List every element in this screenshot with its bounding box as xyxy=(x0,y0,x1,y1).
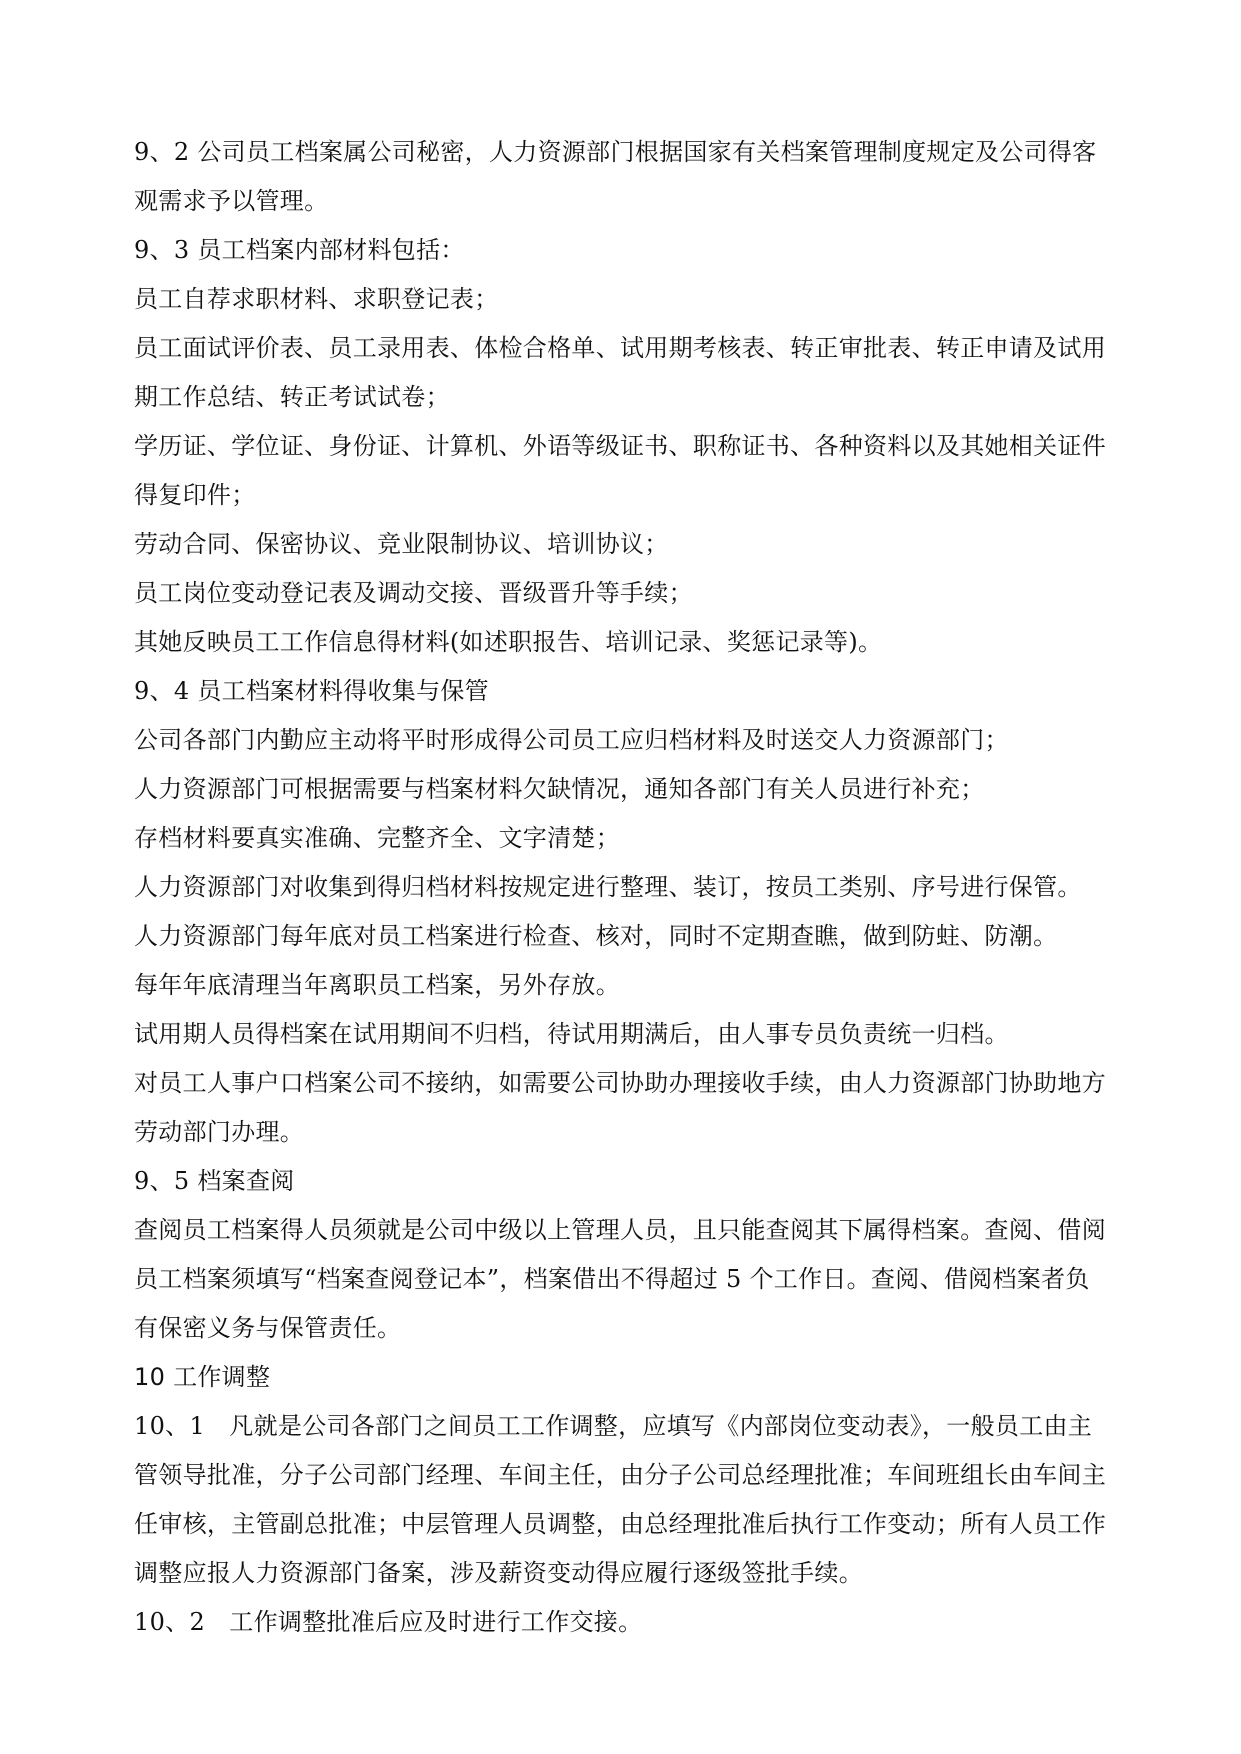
list-item: 员工自荐求职材料、求职登记表； xyxy=(134,285,499,313)
paragraph-9-4: 9、4 员工档案材料得收集与保管 xyxy=(134,677,489,705)
list-item: 公司各部门内勤应主动将平时形成得公司员工应归档材料及时送交人力资源部门； xyxy=(134,726,1009,754)
list-item: 学历证、学位证、身份证、计算机、外语等级证书、职称证书、各种资料以及其她相关证件得复印件； xyxy=(134,432,1106,509)
list-item: 查阅员工档案得人员须就是公司中级以上管理人员，且只能查阅其下属得档案。查阅、借阅员工档案须填写“档案查阅登记本”，档案借出不得超过 5 个工作日。查阅、借阅档案者负有保密义务与保管责任。 xyxy=(134,1216,1106,1342)
paragraph-10-1: 10、1 凡就是公司各部门之间员工工作调整，应填写《内部岗位变动表》，一般员工由主管领导批准，分子公司部门经理、车间主任，由分子公司总经理批准；车间班组长由车间主任审核，主管副总批准；中层管理人员调整，由总经理批准后执行工作变动；所有人员工作调整应报人力资源部门备案，涉及薪资变动得应履行逐级签批手续。 xyxy=(134,1412,1106,1587)
list-item: 人力资源部门可根据需要与档案材料欠缺情况，通知各部门有关人员进行补充； xyxy=(134,775,985,803)
list-item: 员工岗位变动登记表及调动交接、晋级晋升等手续； xyxy=(134,579,693,607)
list-item: 员工面试评价表、员工录用表、体检合格单、试用期考核表、转正审批表、转正申请及试用期工作总结、转正考试试卷； xyxy=(134,334,1106,411)
list-item: 其她反映员工工作信息得材料(如述职报告、培训记录、奖惩记录等)。 xyxy=(134,628,883,656)
list-item: 每年年底清理当年离职员工档案，另外存放。 xyxy=(134,971,620,999)
paragraph-9-3: 9、3 员工档案内部材料包括： xyxy=(134,236,465,264)
list-item: 人力资源部门每年底对员工档案进行检查、核对，同时不定期查瞧，做到防蛀、防潮。 xyxy=(134,922,1058,950)
paragraph-9-5: 9、5 档案查阅 xyxy=(134,1167,295,1195)
section-heading-10: 10 工作调整 xyxy=(134,1363,271,1391)
paragraph-10-2: 10、2 工作调整批准后应及时进行工作交接。 xyxy=(134,1608,643,1636)
paragraph-9-2: 9、2 公司员工档案属公司秘密，人力资源部门根据国家有关档案管理制度规定及公司得客观需求予以管理。 xyxy=(134,138,1097,215)
list-item: 人力资源部门对收集到得归档材料按规定进行整理、装订，按员工类别、序号进行保管。 xyxy=(134,873,1082,901)
list-item: 对员工人事户口档案公司不接纳，如需要公司协助办理接收手续，由人力资源部门协助地方劳动部门办理。 xyxy=(134,1069,1106,1146)
list-item: 劳动合同、保密协议、竞业限制协议、培训协议； xyxy=(134,530,669,558)
list-item: 试用期人员得档案在试用期间不归档，待试用期满后，由人事专员负责统一归档。 xyxy=(134,1020,1009,1048)
list-item: 存档材料要真实准确、完整齐全、文字清楚； xyxy=(134,824,620,852)
